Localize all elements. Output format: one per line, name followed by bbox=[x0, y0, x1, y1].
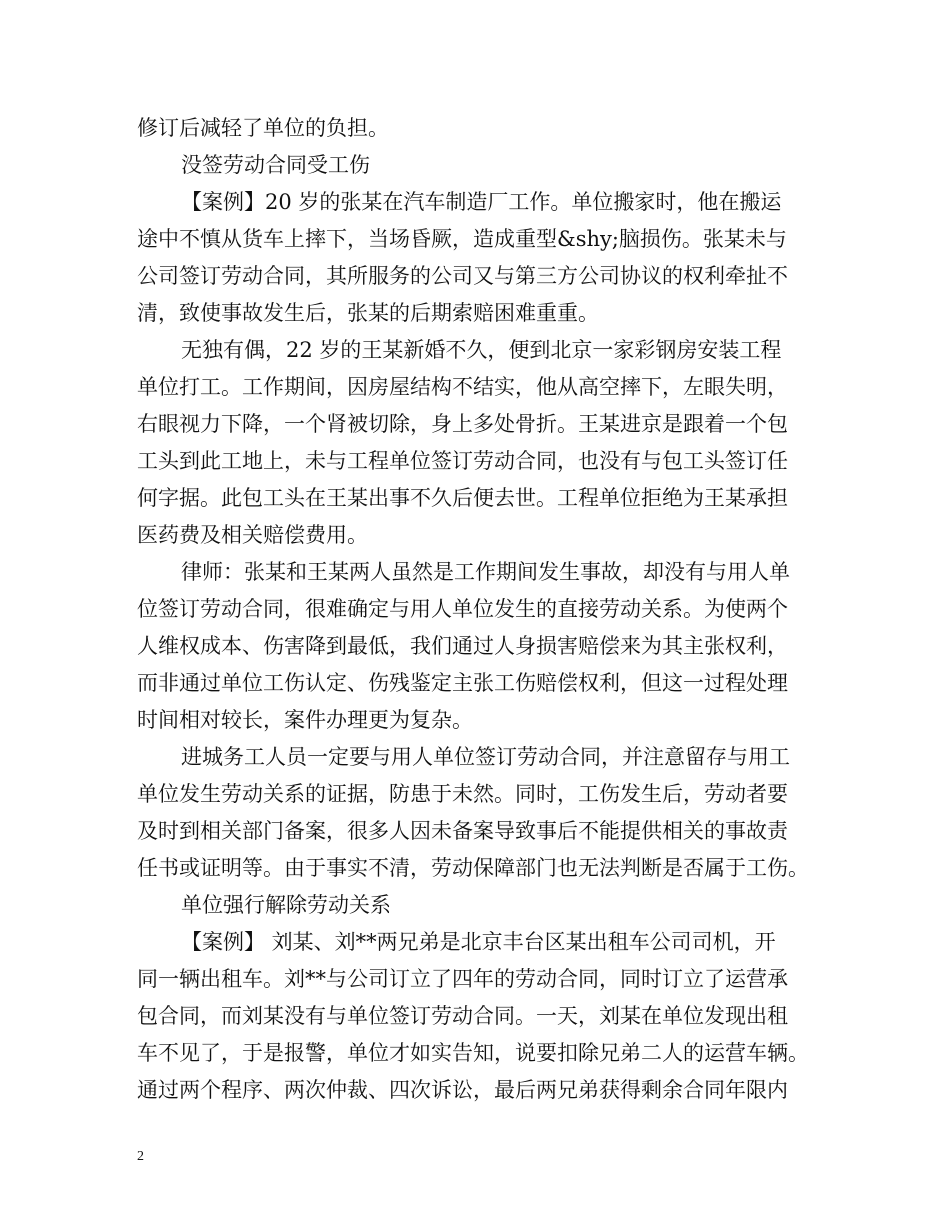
text-line: 进城务工人员一定要与用人单位签订劳动合同，并注意留存与用工 bbox=[181, 745, 790, 769]
text-line: 通过两个程序、两次仲裁、四次诉讼，最后两兄弟获得剩余合同年限内 bbox=[137, 1078, 788, 1102]
page-number: 2 bbox=[137, 1149, 144, 1164]
text-line: 途中不慎从货车上摔下，当场昏厥，造成重型&shy;脑损伤。张某未与 bbox=[137, 227, 787, 251]
section-heading: 没签劳动合同受工伤 bbox=[181, 153, 370, 177]
text-line: 律师：张某和王某两人虽然是工作期间发生事故，却没有与用人单 bbox=[181, 560, 790, 584]
text-line: 时间相对较长，案件办理更为复杂。 bbox=[137, 708, 473, 732]
text-line: 及时到相关部门备案，很多人因未备案导致事后不能提供相关的事故责 bbox=[137, 819, 788, 843]
text-line: 包合同，而刘某没有与单位签订劳动合同。一天，刘某在单位发现出租 bbox=[137, 1004, 788, 1028]
text-line: 无独有偶，22 岁的王某新婚不久，便到北京一家彩钢房安装工程 bbox=[181, 338, 782, 362]
text-line: 单位打工。工作期间，因房屋结构不结实，他从高空摔下，左眼失明， bbox=[137, 375, 788, 399]
text-line: 【案例】 刘某、刘**两兄弟是北京丰台区某出租车公司司机，开 bbox=[181, 930, 776, 954]
text-line: 人维权成本、伤害降到最低，我们通过人身损害赔偿来为其主张权利， bbox=[137, 634, 788, 658]
text-line: 医药费及相关赔偿费用。 bbox=[137, 523, 368, 547]
text-line: 何字据。此包工头在王某出事不久后便去世。工程单位拒绝为王某承担 bbox=[137, 486, 788, 510]
text-line: 修订后减轻了单位的负担。 bbox=[137, 116, 389, 140]
text-line: 同一辆出租车。刘**与公司订立了四年的劳动合同，同时订立了运营承 bbox=[137, 967, 788, 991]
text-line: 位签订劳动合同，很难确定与用人单位发生的直接劳动关系。为使两个 bbox=[137, 597, 788, 621]
text-line: 右眼视力下降，一个肾被切除，身上多处骨折。王某进京是跟着一个包 bbox=[137, 412, 788, 436]
text-line: 【案例】20 岁的张某在汽车制造厂工作。单位搬家时，他在搬运 bbox=[181, 190, 782, 214]
text-line: 公司签订劳动合同，其所服务的公司又与第三方公司协议的权利牵扯不 bbox=[137, 264, 788, 288]
text-line: 清，致使事故发生后，张某的后期索赔困难重重。 bbox=[137, 301, 599, 325]
text-line: 而非通过单位工伤认定、伤残鉴定主张工伤赔偿权利，但这一过程处理 bbox=[137, 671, 788, 695]
text-line: 任书或证明等。由于事实不清，劳动保障部门也无法判断是否属于工伤。 bbox=[137, 856, 809, 880]
text-line: 工头到此工地上，未与工程单位签订劳动合同，也没有与包工头签订任 bbox=[137, 449, 788, 473]
text-line: 车不见了，于是报警，单位才如实告知，说要扣除兄弟二人的运营车辆。 bbox=[137, 1041, 809, 1065]
section-heading: 单位强行解除劳动关系 bbox=[181, 893, 391, 917]
text-line: 单位发生劳动关系的证据，防患于未然。同时，工伤发生后，劳动者要 bbox=[137, 782, 788, 806]
